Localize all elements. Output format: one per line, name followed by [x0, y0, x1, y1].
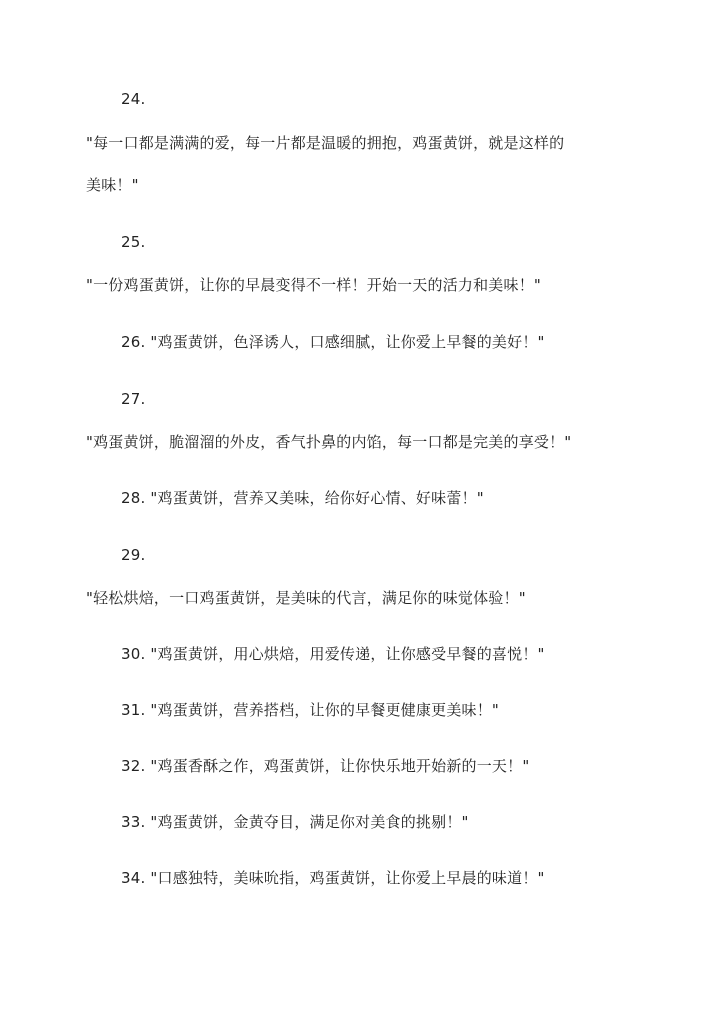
- item-34-line: 34. "口感独特，美味吮指，鸡蛋黄饼，让你爱上早晨的味道！": [121, 869, 545, 887]
- item-26-line: 26. "鸡蛋黄饼，色泽诱人，口感细腻，让你爱上早餐的美好！": [121, 333, 545, 351]
- item-24-text-continued: 美味！": [86, 176, 139, 194]
- item-30-line: 30. "鸡蛋黄饼，用心烘焙，用爱传递，让你感受早餐的喜悦！": [121, 645, 545, 663]
- item-32-line: 32. "鸡蛋香酥之作，鸡蛋黄饼，让你快乐地开始新的一天！": [121, 757, 530, 775]
- item-25-text: "一份鸡蛋黄饼，让你的早晨变得不一样！开始一天的活力和美味！": [86, 276, 542, 294]
- item-24-number: 24.: [121, 90, 146, 108]
- item-29-text: "轻松烘焙，一口鸡蛋黄饼，是美味的代言，满足你的味觉体验！": [86, 589, 526, 607]
- item-31-line: 31. "鸡蛋黄饼，营养搭档，让你的早餐更健康更美味！": [121, 701, 500, 719]
- item-33-line: 33. "鸡蛋黄饼，金黄夺目，满足你对美食的挑剔！": [121, 813, 469, 831]
- item-25-number: 25.: [121, 233, 146, 251]
- item-27-number: 27.: [121, 390, 146, 408]
- item-28-line: 28. "鸡蛋黄饼，营养又美味，给你好心情、好味蕾！": [121, 489, 484, 507]
- item-29-number: 29.: [121, 546, 146, 564]
- item-24-text: "每一口都是满满的爱，每一片都是温暖的拥抱，鸡蛋黄饼，就是这样的: [86, 134, 565, 152]
- item-27-text: "鸡蛋黄饼，脆溜溜的外皮，香气扑鼻的内馅，每一口都是完美的享受！": [86, 433, 572, 451]
